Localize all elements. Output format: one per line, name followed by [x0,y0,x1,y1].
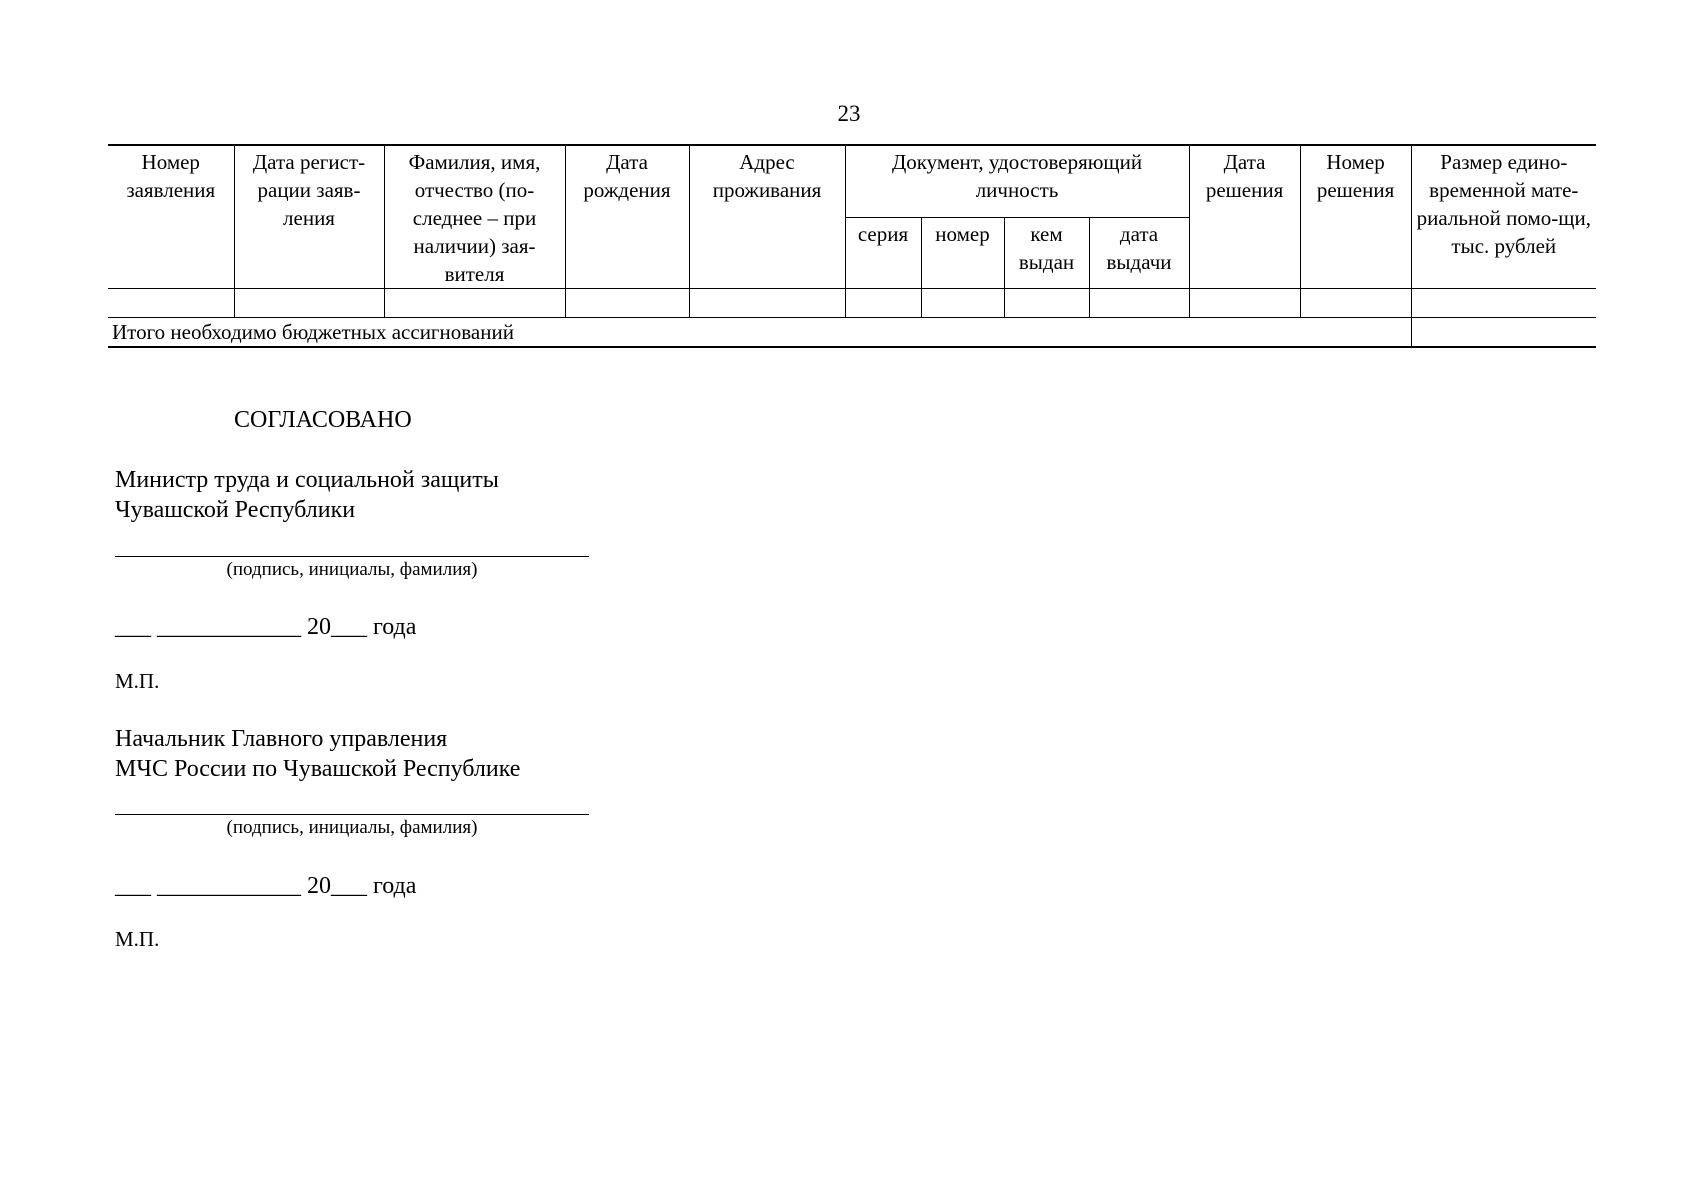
signatory1-signature-line [115,556,589,557]
header-decision-number: Номер решения [1300,145,1411,289]
table-cell [1004,289,1089,318]
signatory1-seal-label: М.П. [115,669,160,693]
signatory1-date-line: ___ ____________ 20___ года [115,614,417,640]
table-cell [1300,289,1411,318]
header-id-document: Документ, удостоверяющий личность [845,145,1189,217]
signatory1-title [115,465,715,525]
header-application-number: Номер заявления [108,145,234,289]
table-cell [1089,289,1189,318]
table-cell [845,289,921,318]
table-total-row [108,318,1596,348]
total-label: Итого необходимо бюджетных ассигнований [108,318,1411,348]
approval-heading: СОГЛАСОВАНО [234,407,412,433]
signatory2-signature-line [115,814,589,815]
header-aid-amount: Размер едино-временной мате-риальной помо-щи, тыс. рублей [1411,145,1596,289]
table-cell [384,289,565,318]
header-registration-date: Дата регист-рации заяв-ления [234,145,384,289]
table-cell [234,289,384,318]
signatory2-line2: МЧС России по Чувашской Республике [115,756,521,782]
header-id-number: номер [921,217,1004,288]
table-cell [108,289,234,318]
header-id-issued-by: кем выдан [1004,217,1089,288]
header-decision-date: Дата решения [1189,145,1300,289]
header-address: Адрес проживания [689,145,845,289]
page-number: 23 [837,101,861,126]
table-cell [921,289,1004,318]
signatory2-caption: (подпись, инициалы, фамилия) [226,817,478,838]
table-cell [689,289,845,318]
table-cell [1411,289,1596,318]
header-id-series: серия [845,217,921,288]
registry-table [108,144,1596,348]
table-cell [1189,289,1300,318]
signatory2-line1: Начальник Главного управления [115,726,448,752]
table-row [108,289,1596,318]
signatory2-title [115,724,715,784]
header-birth-date: Дата рождения [565,145,689,289]
table-header-row [108,145,1596,217]
total-value-cell [1411,318,1596,348]
signatory1-line1: Министр труда и социальной защиты [115,467,499,493]
signatory2-seal-label: М.П. [115,927,160,951]
header-full-name: Фамилия, имя, отчество (по-следнее – при наличии) зая-вителя [384,145,565,289]
header-id-issue-date: дата выдачи [1089,217,1189,288]
signatory2-date-line: ___ ____________ 20___ года [115,873,417,899]
table-cell [565,289,689,318]
signatory1-line2: Чувашской Республики [115,497,356,523]
signatory1-caption: (подпись, инициалы, фамилия) [226,559,478,580]
